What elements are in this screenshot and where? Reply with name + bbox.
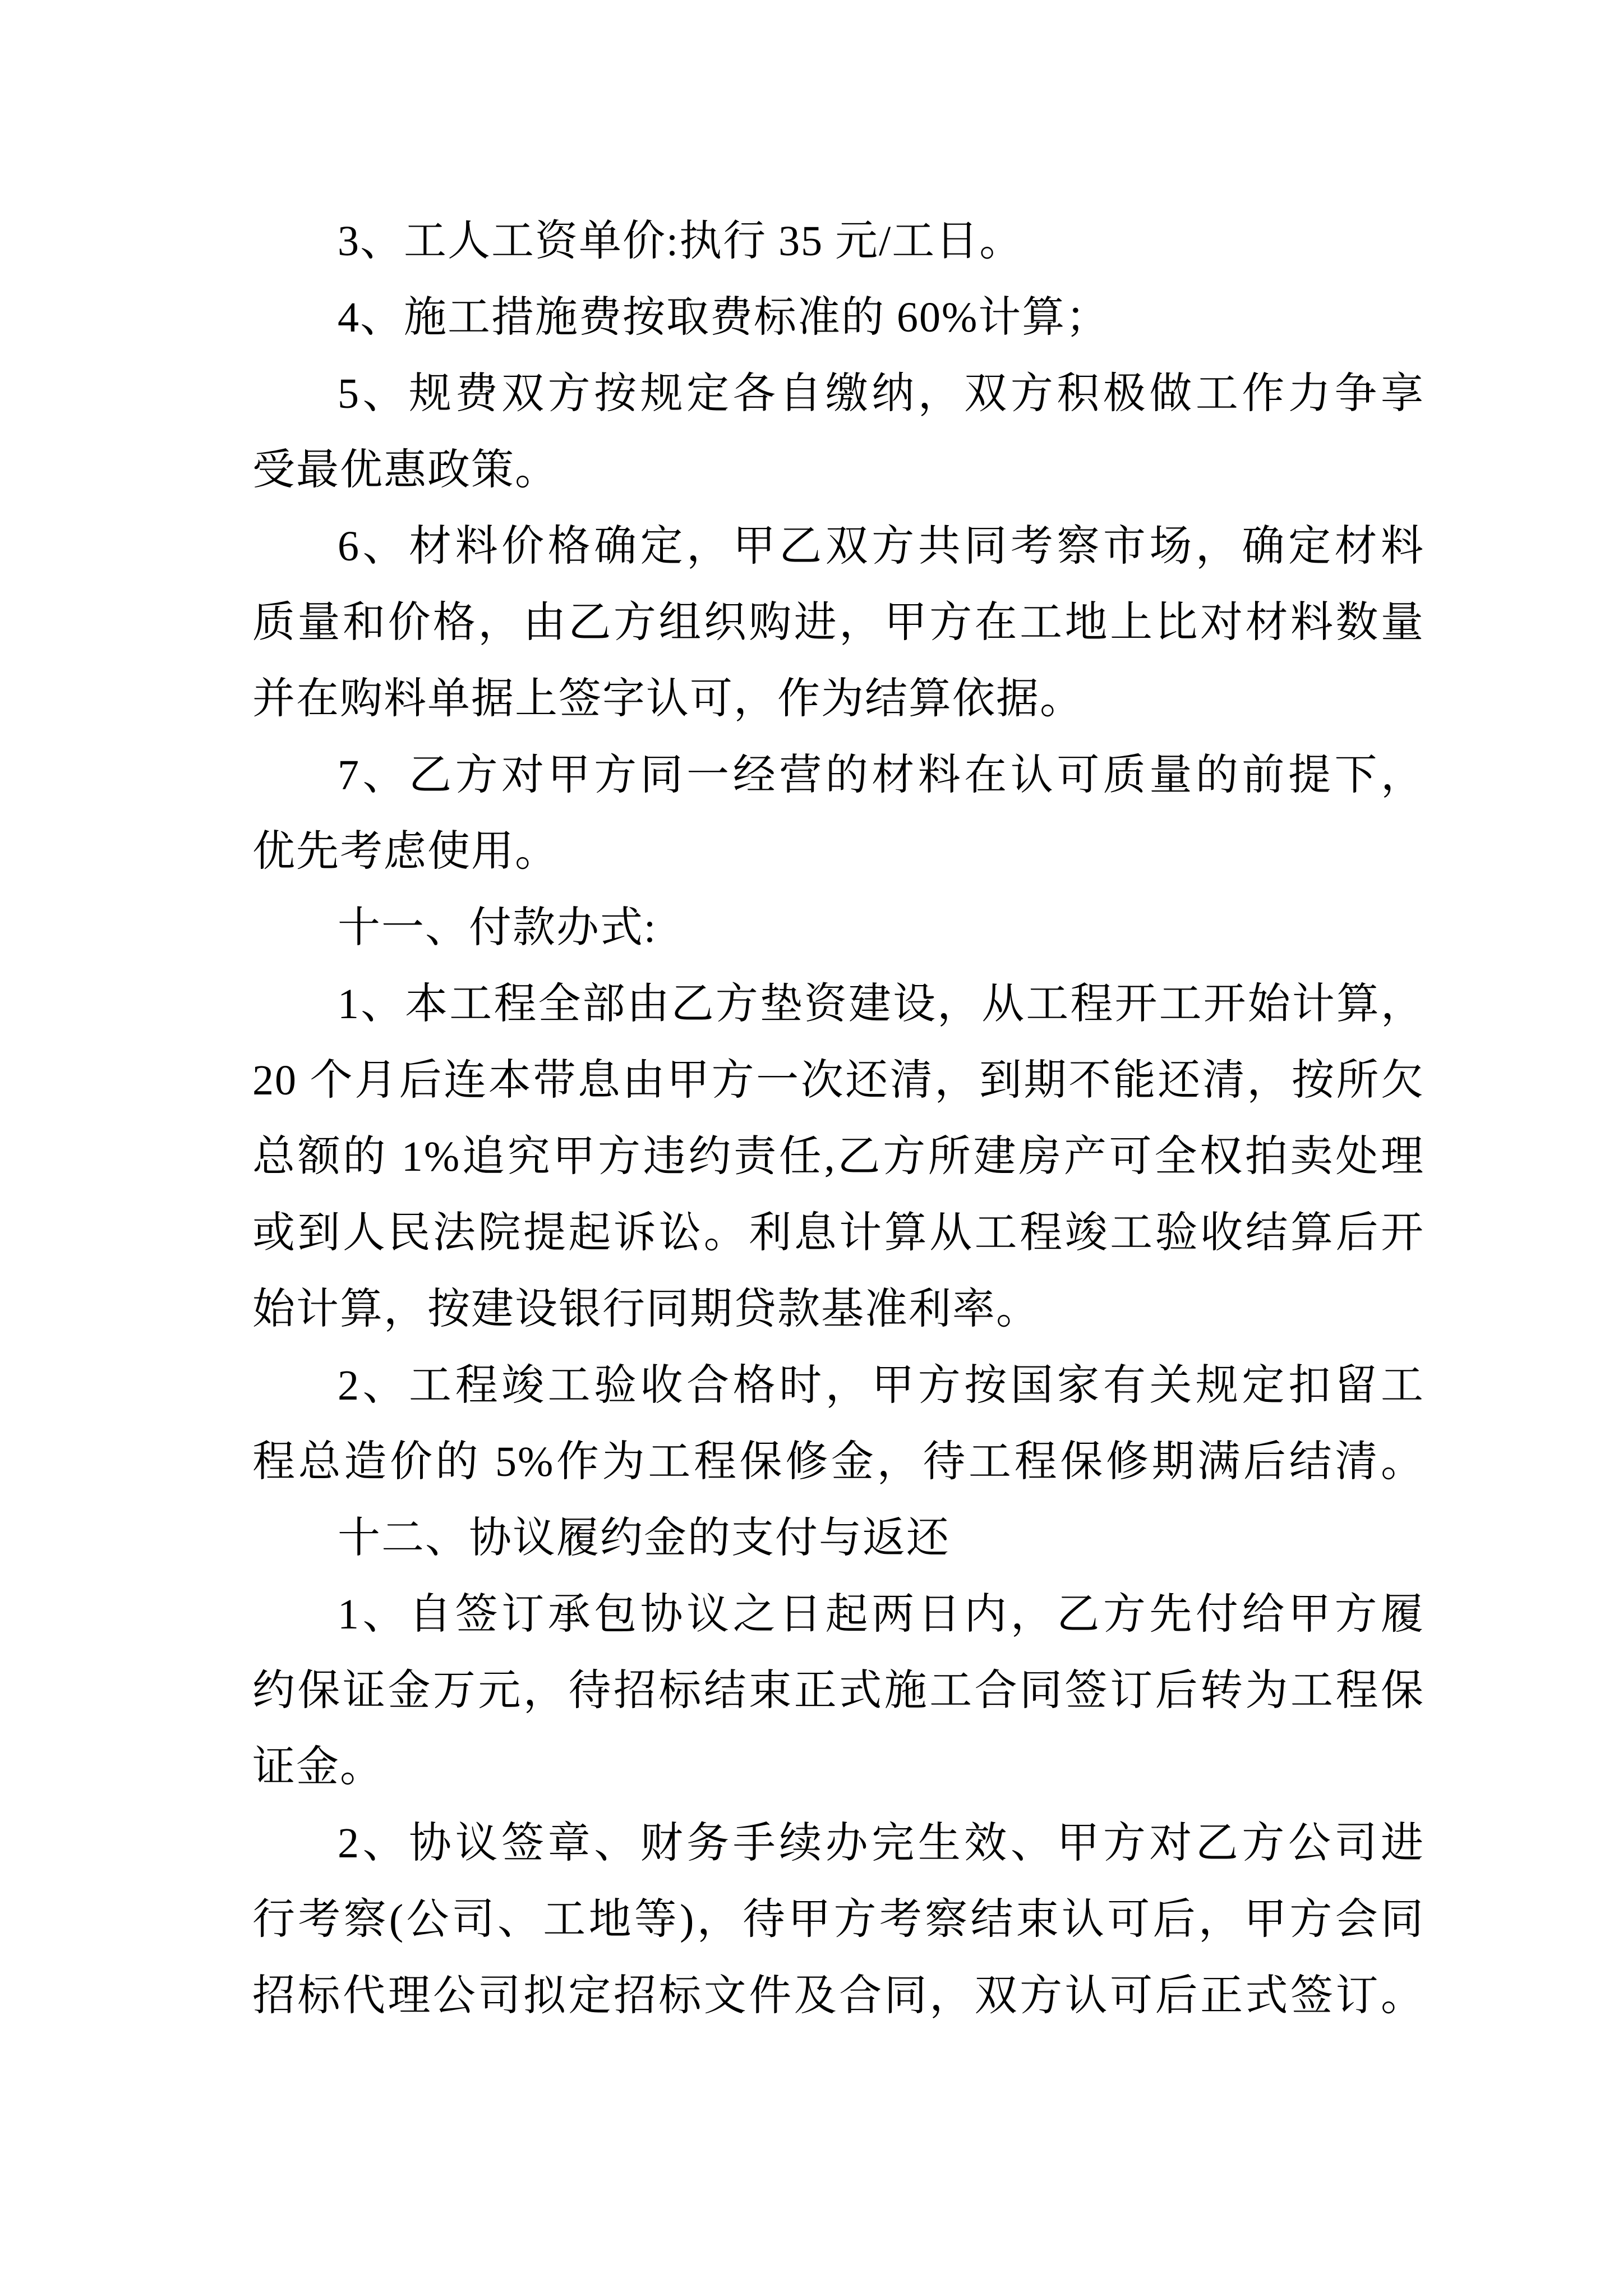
- text-line: 2、工程竣工验收合格时，甲方按国家有关规定扣留工: [338, 1362, 1424, 1409]
- text-line: 6、材料价格确定，甲乙双方共同考察市场，确定材料: [338, 523, 1424, 570]
- text-line: 十二、协议履约金的支付与返还: [338, 1515, 950, 1562]
- text-line: 十一、付款办式:: [338, 904, 657, 951]
- text-line: 1、自签订承包协议之日起两日内，乙方先付给甲方履: [338, 1591, 1424, 1638]
- text-line: 或到人民法院提起诉讼。利息计算从工程竣工验收结算后开: [252, 1209, 1424, 1257]
- text-line: 2、协议签章、财务手续办完生效、甲方对乙方公司进: [338, 1820, 1424, 1867]
- text-line: 4、施工措施费按取费标准的 60%计算；: [338, 294, 1110, 341]
- text-line: 总额的 1%追究甲方违约责任,乙方所建房产可全权拍卖处理: [252, 1133, 1424, 1180]
- text-line: 优先考虑使用。: [252, 828, 559, 875]
- text-line: 3、工人工资单价:执行 35 元/工日。: [338, 218, 1023, 265]
- text-line: 20 个月后连本带息由甲方一次还清，到期不能还清，按所欠: [252, 1057, 1424, 1104]
- document-body: [252, 203, 1424, 2034]
- text-line: 始计算，按建设银行同期贷款基准利率。: [252, 1286, 1040, 1333]
- text-line: 5、规费双方按规定各自缴纳，双方积极做工作力争享: [338, 370, 1424, 417]
- text-line: 1、本工程全部由乙方垫资建设，从工程开工开始计算，: [338, 981, 1424, 1028]
- text-line: 证金。: [252, 1743, 384, 1791]
- text-line: 质量和价格，由乙方组织购进，甲方在工地上比对材料数量: [252, 599, 1424, 646]
- text-line: 程总造价的 5%作为工程保修金，待工程保修期满后结清。: [252, 1438, 1424, 1485]
- text-line: 招标代理公司拟定招标文件及合同，双方认可后正式签订。: [252, 1972, 1424, 2019]
- text-line: 并在购料单据上签字认可，作为结算依据。: [252, 675, 1083, 723]
- text-line: 受最优惠政策。: [252, 447, 559, 494]
- text-line: 7、乙方对甲方同一经营的材料在认可质量的前提下，: [338, 752, 1424, 799]
- text-line: 行考察(公司、工地等)，待甲方考察结束认可后，甲方会同: [252, 1896, 1424, 1943]
- text-line: 约保证金万元，待招标结束正式施工合同签订后转为工程保: [252, 1667, 1424, 1714]
